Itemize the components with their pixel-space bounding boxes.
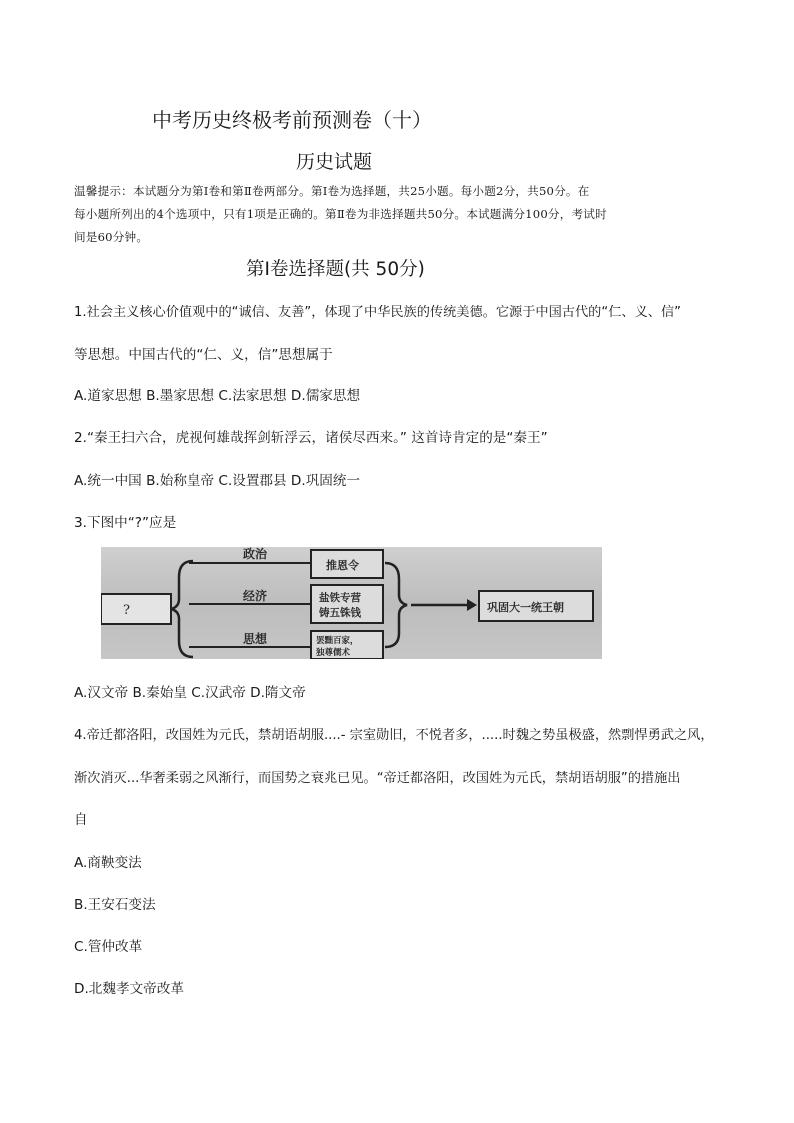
q3-line-1: 3.下图中“?”应是 [74,515,177,531]
q4-line-1: 4.帝迁都洛阳，改国姓为元氏，禁胡语胡服....- 宗室勋旧，不悦者多，.....时魏之势虽极盛，然剽悍勇武之风， [74,728,714,743]
q4-line-2: 渐次消灭...华奢柔弱之风渐行，而国势之衰兆已见。“帝迁都洛阳，改国姓为元氏，禁胡语胡服”的措施出 [74,771,681,786]
q4-option-d: D.北魏孝文帝改革 [74,981,184,997]
q3-figure-arrowhead [467,599,477,611]
q1-line-2: 等思想。中国古代的“仁、义，信”思想属于 [74,347,333,363]
q3-figure-box-economy-line-2: 铸五铢钱 [319,607,361,619]
q3-figure-branch-thought: 思想 [243,632,268,646]
q3-figure-right-brace [385,563,407,647]
q3-figure-result-text: 巩固大一统王朝 [487,601,564,614]
q3-figure [101,547,602,659]
q4-option-c: C.管仲改革 [74,939,143,955]
page-title: 中考历史终极考前预测卷（十） [152,108,432,132]
q4-line-3: 自 [74,812,88,828]
q3-figure-box-thought-line-2: 独尊儒术 [316,648,351,658]
q1-line-1: 1.社会主义核心价值观中的“诚信、友善”，体现了中华民族的传统美德。它源于中国古代的“仁、义、信” [74,305,681,320]
tip-line-3: 间是60分钟。 [74,230,149,244]
section-title: 第Ⅰ卷选择题(共 50分) [246,259,425,280]
q4-option-a: A.商鞅变法 [74,855,142,871]
page-subtitle: 历史试题 [296,151,373,173]
q3-figure-question-mark: ? [123,603,130,618]
tip-line-2: 每小题所列出的4个选项中，只有1项是正确的。第Ⅱ卷为非选择题共50分。本试题满分100分，考试时 [74,207,607,221]
tip-line-1: 温馨提示：本试题分为第Ⅰ卷和第Ⅱ卷两部分。第Ⅰ卷为选择题，共25小题。每小题2分，共50分。在 [74,184,590,198]
q3-figure-branch-economy: 经济 [243,589,268,603]
q3-figure-box-politics-text: 推恩令 [326,559,359,572]
q3-figure-box-thought-line-1: 罢黜百家， [316,636,359,646]
q3-figure-left-brace [171,561,193,657]
q3-options: A.汉文帝 B.秦始皇 C.汉武帝 D.隋文帝 [74,685,306,701]
q2-options: A.统一中国 B.始称皇帝 C.设置郡县 D.巩固统一 [74,473,361,489]
q2-line-1: 2.“秦王扫六合，虎视何雄哉挥剑斩浮云，诸侯尽西来。” 这首诗肯定的是“秦王” [74,430,548,446]
q1-options: A.道家思想 B.墨家思想 C.法家思想 D.儒家思想 [74,388,361,404]
q3-figure-question-box [101,594,171,624]
q3-figure-branch-politics: 政治 [243,547,268,561]
q3-figure-box-economy-line-1: 盐铁专营 [319,592,361,604]
q4-option-b: B.王安石变法 [74,897,156,913]
